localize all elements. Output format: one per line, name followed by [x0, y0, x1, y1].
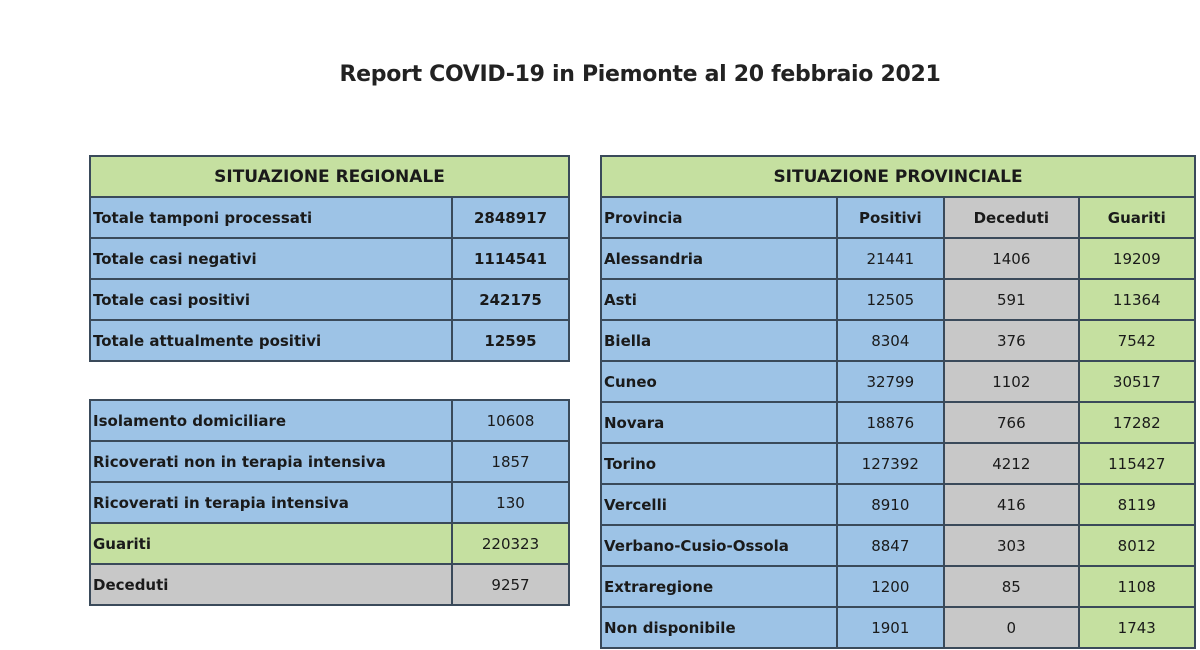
positivi-value: 8847: [837, 525, 945, 566]
row-label: Totale casi negativi: [90, 238, 452, 279]
guariti-value: 8012: [1079, 525, 1195, 566]
positivi-value: 1200: [837, 566, 945, 607]
row-value: 9257: [452, 564, 569, 605]
positivi-value: 1901: [837, 607, 945, 648]
table-row: [90, 564, 569, 605]
guariti-value: 7542: [1079, 320, 1195, 361]
column-header: Guariti: [1079, 197, 1195, 238]
deceduti-value: 376: [944, 320, 1078, 361]
row-label: Ricoverati in terapia intensiva: [90, 482, 452, 523]
province-name: Verbano-Cusio-Ossola: [601, 525, 837, 566]
table-row: [601, 402, 1195, 443]
regional-header: SITUAZIONE REGIONALE: [90, 156, 569, 197]
row-value: 220323: [452, 523, 569, 564]
column-header: Positivi: [837, 197, 945, 238]
table-row: [601, 443, 1195, 484]
positivi-value: 32799: [837, 361, 945, 402]
table-row: [90, 400, 569, 441]
table-row: [90, 279, 569, 320]
row-label: Totale casi positivi: [90, 279, 452, 320]
province-name: Biella: [601, 320, 837, 361]
table-row: [601, 566, 1195, 607]
row-value: 242175: [452, 279, 569, 320]
table-row: [90, 523, 569, 564]
province-name: Extraregione: [601, 566, 837, 607]
deceduti-value: 766: [944, 402, 1078, 443]
row-label: Totale tamponi processati: [90, 197, 452, 238]
column-header: Deceduti: [944, 197, 1078, 238]
deceduti-value: 85: [944, 566, 1078, 607]
table-row: [601, 320, 1195, 361]
row-value: 12595: [452, 320, 569, 361]
row-value: 10608: [452, 400, 569, 441]
report-title: Report COVID-19 in Piemonte al 20 febbraio 2021: [339, 62, 941, 87]
guariti-value: 19209: [1079, 238, 1195, 279]
positivi-value: 12505: [837, 279, 945, 320]
positivi-value: 8304: [837, 320, 945, 361]
province-name: Asti: [601, 279, 837, 320]
table-row: [601, 238, 1195, 279]
positivi-value: 8910: [837, 484, 945, 525]
row-label: Deceduti: [90, 564, 452, 605]
provincial-header: SITUAZIONE PROVINCIALE: [601, 156, 1195, 197]
table-row: [601, 484, 1195, 525]
table-row: [90, 320, 569, 361]
positivi-value: 21441: [837, 238, 945, 279]
positivi-value: 127392: [837, 443, 945, 484]
guariti-value: 1743: [1079, 607, 1195, 648]
deceduti-value: 303: [944, 525, 1078, 566]
guariti-value: 30517: [1079, 361, 1195, 402]
table-row: [90, 441, 569, 482]
regional-totals-table: [89, 155, 570, 362]
table-row: [601, 607, 1195, 648]
column-header-row: [601, 197, 1195, 238]
guariti-value: 17282: [1079, 402, 1195, 443]
guariti-value: 115427: [1079, 443, 1195, 484]
guariti-value: 8119: [1079, 484, 1195, 525]
deceduti-value: 591: [944, 279, 1078, 320]
column-header: Provincia: [601, 197, 837, 238]
row-value: 1857: [452, 441, 569, 482]
province-name: Torino: [601, 443, 837, 484]
table-row: [601, 279, 1195, 320]
table-row: [90, 197, 569, 238]
guariti-value: 11364: [1079, 279, 1195, 320]
row-value: 2848917: [452, 197, 569, 238]
province-name: Novara: [601, 402, 837, 443]
table-row: [90, 238, 569, 279]
row-label: Guariti: [90, 523, 452, 564]
regional-details-table: [89, 399, 570, 606]
province-name: Cuneo: [601, 361, 837, 402]
table-row: [601, 361, 1195, 402]
deceduti-value: 1406: [944, 238, 1078, 279]
table-row: [90, 482, 569, 523]
table-row: [601, 525, 1195, 566]
province-name: Vercelli: [601, 484, 837, 525]
row-value: 130: [452, 482, 569, 523]
deceduti-value: 0: [944, 607, 1078, 648]
deceduti-value: 1102: [944, 361, 1078, 402]
row-label: Ricoverati non in terapia intensiva: [90, 441, 452, 482]
row-label: Isolamento domiciliare: [90, 400, 452, 441]
row-value: 1114541: [452, 238, 569, 279]
province-name: Alessandria: [601, 238, 837, 279]
guariti-value: 1108: [1079, 566, 1195, 607]
deceduti-value: 4212: [944, 443, 1078, 484]
provincial-table: [600, 155, 1196, 649]
row-label: Totale attualmente positivi: [90, 320, 452, 361]
province-name: Non disponibile: [601, 607, 837, 648]
deceduti-value: 416: [944, 484, 1078, 525]
positivi-value: 18876: [837, 402, 945, 443]
